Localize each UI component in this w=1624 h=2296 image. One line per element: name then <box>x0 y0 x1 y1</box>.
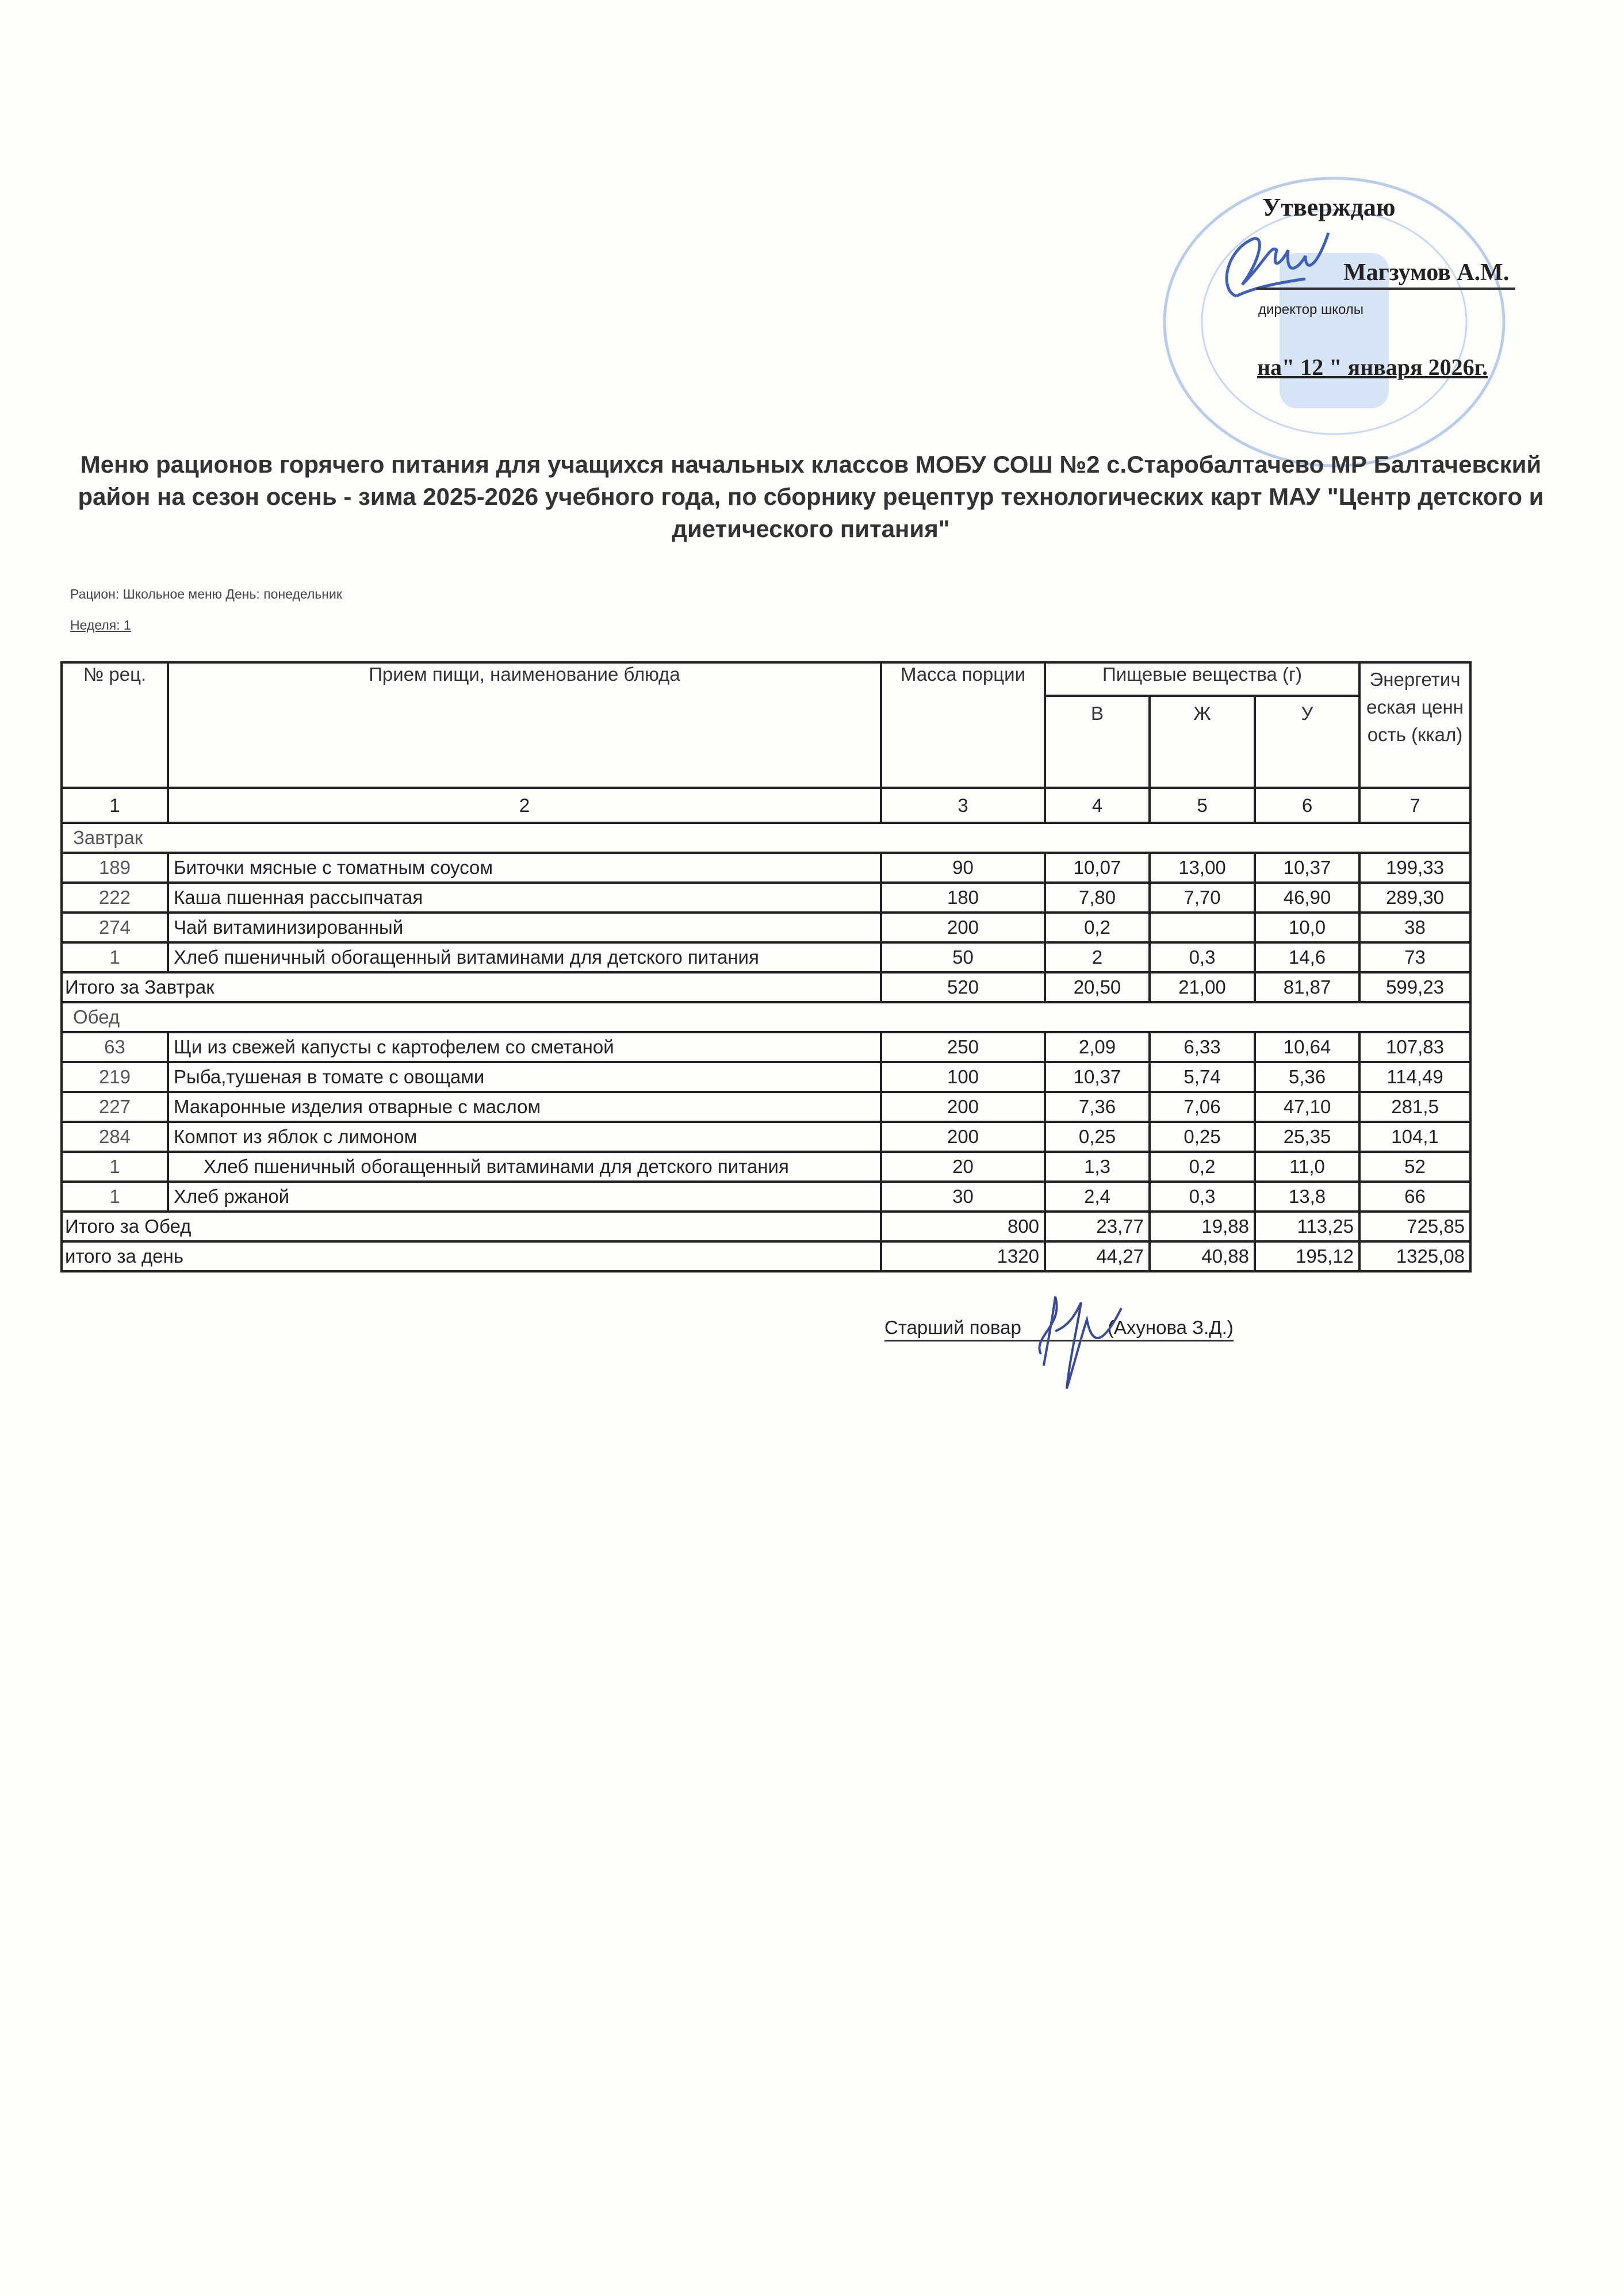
value-mass: 200 <box>881 1092 1045 1122</box>
value-b: 1,3 <box>1045 1152 1150 1182</box>
value-u: 11,0 <box>1255 1152 1359 1182</box>
dish-name: Хлеб пшеничный обогащенный витаминами для детского питания <box>168 942 881 972</box>
total-zh: 19,88 <box>1150 1212 1255 1241</box>
total-b: 23,77 <box>1045 1212 1150 1241</box>
director-signature <box>1213 227 1346 302</box>
total-u: 195,12 <box>1255 1241 1359 1271</box>
column-number: 2 <box>168 788 881 823</box>
value-e: 104,1 <box>1359 1122 1470 1152</box>
table-row <box>62 1122 1470 1152</box>
value-mass: 180 <box>881 883 1045 913</box>
value-e: 73 <box>1359 942 1470 972</box>
value-e: 38 <box>1359 913 1470 942</box>
column-numbers-row <box>62 788 1470 823</box>
value-b: 10,37 <box>1045 1062 1150 1092</box>
value-zh: 0,3 <box>1150 942 1255 972</box>
rec-number: 1 <box>62 1152 168 1182</box>
header-name: Прием пищи, наименование блюда <box>168 662 881 788</box>
dish-name: Биточки мясные с томатным соусом <box>168 853 881 883</box>
value-mass: 30 <box>881 1182 1045 1212</box>
total-mass: 1320 <box>881 1241 1045 1271</box>
value-zh: 7,06 <box>1150 1092 1255 1122</box>
rec-number: 1 <box>62 1182 168 1212</box>
value-mass: 50 <box>881 942 1045 972</box>
column-number: 5 <box>1150 788 1255 823</box>
section-row-lunch <box>62 1002 1470 1032</box>
value-b: 2 <box>1045 942 1150 972</box>
dish-name: Каша пшенная рассыпчатая <box>168 883 881 913</box>
column-number: 6 <box>1255 788 1359 823</box>
value-zh: 7,70 <box>1150 883 1255 913</box>
value-e: 52 <box>1359 1152 1470 1182</box>
value-mass: 20 <box>881 1152 1045 1182</box>
rec-number: 222 <box>62 883 168 913</box>
dish-name: Чай витаминизированный <box>168 913 881 942</box>
value-u: 5,36 <box>1255 1062 1359 1092</box>
dish-name: Макаронные изделия отварные с маслом <box>168 1092 881 1122</box>
value-u: 46,90 <box>1255 883 1359 913</box>
dish-name: Хлеб пшеничный обогащенный витаминами для детского питания <box>168 1152 881 1182</box>
value-zh: 5,74 <box>1150 1062 1255 1092</box>
dish-name: Хлеб ржаной <box>168 1182 881 1212</box>
header-nutrients: Пищевые вещества (г) <box>1045 662 1359 696</box>
value-b: 0,25 <box>1045 1122 1150 1152</box>
value-b: 2,4 <box>1045 1182 1150 1212</box>
value-mass: 100 <box>881 1062 1045 1092</box>
rec-number: 189 <box>62 853 168 883</box>
signature-line <box>1257 288 1515 290</box>
document-title: Меню рационов горячего питания для учащихся начальных классов МОБУ СОШ №2 с.Старобалтачево МР Балтачевский район на сезон осень - зима 2025-2026 учебного года, по сборнику рецептур технологических карт МАУ "Центр детского и диетического питания" <box>78 451 1544 542</box>
total-e: 725,85 <box>1359 1212 1470 1241</box>
table-row <box>62 1032 1470 1062</box>
header-zh: Ж <box>1150 696 1255 788</box>
value-e: 114,49 <box>1359 1062 1470 1092</box>
total-row <box>62 1241 1470 1271</box>
total-zh: 40,88 <box>1150 1241 1255 1271</box>
value-zh: 6,33 <box>1150 1032 1255 1062</box>
section-label: Обед <box>62 1002 1470 1032</box>
table-row <box>62 1182 1470 1212</box>
rec-number: 1 <box>62 942 168 972</box>
value-zh: 13,00 <box>1150 853 1255 883</box>
value-b: 2,09 <box>1045 1032 1150 1062</box>
column-number: 3 <box>881 788 1045 823</box>
dish-name: Компот из яблок с лимоном <box>168 1122 881 1152</box>
total-mass: 520 <box>881 972 1045 1002</box>
week-info: Неделя: 1 <box>70 618 131 633</box>
column-number: 7 <box>1359 788 1470 823</box>
rec-number: 284 <box>62 1122 168 1152</box>
value-b: 7,36 <box>1045 1092 1150 1122</box>
section-label: Завтрак <box>62 823 1470 853</box>
total-u: 81,87 <box>1255 972 1359 1002</box>
value-mass: 200 <box>881 913 1045 942</box>
column-number: 4 <box>1045 788 1150 823</box>
table-row <box>62 1092 1470 1122</box>
value-e: 281,5 <box>1359 1092 1470 1122</box>
total-b: 20,50 <box>1045 972 1150 1002</box>
total-zh: 21,00 <box>1150 972 1255 1002</box>
dish-name: Щи из свежей капусты с картофелем со сметаной <box>168 1032 881 1062</box>
total-label: Итого за Завтрак <box>62 972 881 1002</box>
approval-title: Утверждаю <box>1262 193 1396 221</box>
value-b: 7,80 <box>1045 883 1150 913</box>
total-mass: 800 <box>881 1212 1045 1241</box>
value-zh <box>1150 913 1255 942</box>
value-u: 10,37 <box>1255 853 1359 883</box>
total-b: 44,27 <box>1045 1241 1150 1271</box>
value-b: 0,2 <box>1045 913 1150 942</box>
section-row-breakfast <box>62 823 1470 853</box>
total-label: итого за день <box>62 1241 881 1271</box>
rec-number: 274 <box>62 913 168 942</box>
value-e: 107,83 <box>1359 1032 1470 1062</box>
total-label: Итого за Обед <box>62 1212 881 1241</box>
value-u: 10,0 <box>1255 913 1359 942</box>
total-row <box>62 1212 1470 1241</box>
header-rec: № рец. <box>62 662 168 788</box>
value-e: 289,30 <box>1359 883 1470 913</box>
cook-role: Старший повар <box>884 1317 1021 1338</box>
header-b: В <box>1045 696 1150 788</box>
table-row <box>62 853 1470 883</box>
cook-signature <box>1029 1285 1144 1394</box>
table-row <box>62 942 1470 972</box>
table-row <box>62 1062 1470 1092</box>
menu-table <box>60 661 1472 1272</box>
header-energy: Энергетическая ценность (ккал) <box>1359 662 1470 788</box>
header-mass: Масса порции <box>881 662 1045 788</box>
director-name: Магзумов А.М. <box>1343 259 1510 286</box>
total-e: 599,23 <box>1359 972 1470 1002</box>
dish-name: Рыба,тушеная в томате с овощами <box>168 1062 881 1092</box>
value-e: 199,33 <box>1359 853 1470 883</box>
value-u: 47,10 <box>1255 1092 1359 1122</box>
ration-info: Рацион: Школьное меню День: понедельник <box>70 587 342 601</box>
rec-number: 227 <box>62 1092 168 1122</box>
value-u: 10,64 <box>1255 1032 1359 1062</box>
approval-date: на" 12 " января 2026г. <box>1257 354 1488 380</box>
table-row <box>62 913 1470 942</box>
director-role: директор школы <box>1258 302 1364 317</box>
value-u: 14,6 <box>1255 942 1359 972</box>
header-u: У <box>1255 696 1359 788</box>
value-b: 10,07 <box>1045 853 1150 883</box>
value-e: 66 <box>1359 1182 1470 1212</box>
value-zh: 0,3 <box>1150 1182 1255 1212</box>
value-u: 13,8 <box>1255 1182 1359 1212</box>
value-u: 25,35 <box>1255 1122 1359 1152</box>
total-row <box>62 972 1470 1002</box>
value-zh: 0,2 <box>1150 1152 1255 1182</box>
total-u: 113,25 <box>1255 1212 1359 1241</box>
column-number: 1 <box>62 788 168 823</box>
value-mass: 200 <box>881 1122 1045 1152</box>
rec-number: 63 <box>62 1032 168 1062</box>
value-mass: 250 <box>881 1032 1045 1062</box>
value-mass: 90 <box>881 853 1045 883</box>
total-e: 1325,08 <box>1359 1241 1470 1271</box>
cook-name: (Ахунова З.Д.) <box>1107 1317 1234 1338</box>
table-row <box>62 883 1470 913</box>
rec-number: 219 <box>62 1062 168 1092</box>
value-zh: 0,25 <box>1150 1122 1255 1152</box>
table-row <box>62 1152 1470 1182</box>
